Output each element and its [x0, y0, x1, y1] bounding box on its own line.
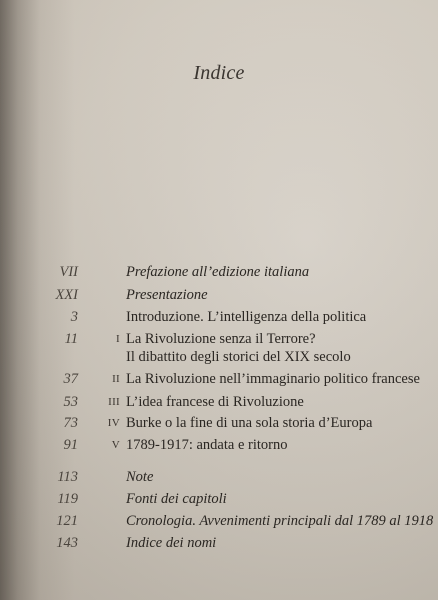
toc-chapter-numeral: V [111, 439, 120, 451]
toc-entry-title: Prefazione all’edizione italiana [126, 264, 310, 280]
toc-page-number: 113 [57, 469, 78, 485]
toc-entry-title: Cronologia. Avvenimenti principali dal 1789 al 1918 [126, 513, 434, 529]
toc-page-number: 11 [64, 331, 78, 347]
toc-entry-title: Note [126, 469, 154, 485]
toc-entry-title: Introduzione. L’intelligenza della politica [126, 309, 367, 325]
toc-entry-title: Indice dei nomi [126, 535, 217, 551]
page-title: Indice [193, 62, 245, 84]
toc-chapter-numeral: I [116, 333, 120, 345]
toc-chapter-numeral: III [108, 396, 120, 408]
toc-entry-title [126, 331, 351, 366]
toc-chapter-numeral: IV [107, 417, 120, 429]
toc-page-number: 37 [63, 371, 78, 387]
toc-entry-title-line2: Il dibattito degli storici del XIX secolo [126, 349, 351, 365]
toc-page-number: 119 [57, 491, 78, 507]
toc-page-number: 121 [56, 513, 78, 529]
toc-chapter-numeral: II [112, 373, 120, 385]
toc-entry-title: Fonti dei capitoli [126, 491, 227, 507]
toc-entry-title: L’idea francese di Rivoluzione [126, 394, 304, 410]
toc-page-number: VII [59, 264, 78, 280]
toc-page-number: 3 [70, 309, 78, 325]
toc-entry-title: 1789-1917: andata e ritorno [126, 437, 288, 453]
toc-page-number: 91 [63, 437, 78, 453]
toc-entry-title: Presentazione [126, 287, 208, 303]
toc-page-number: 73 [63, 415, 78, 431]
toc-page-number: 143 [56, 535, 78, 551]
toc-page-number: XXI [55, 287, 78, 303]
toc-entry-title: Burke o la fine di una sola storia d’Europa [126, 415, 373, 431]
toc-entry-title-line1: La Rivoluzione senza il Terrore? [126, 331, 316, 347]
toc-entry-title: La Rivoluzione nell’immaginario politico francese [126, 371, 420, 387]
toc-page-number: 53 [63, 394, 78, 410]
